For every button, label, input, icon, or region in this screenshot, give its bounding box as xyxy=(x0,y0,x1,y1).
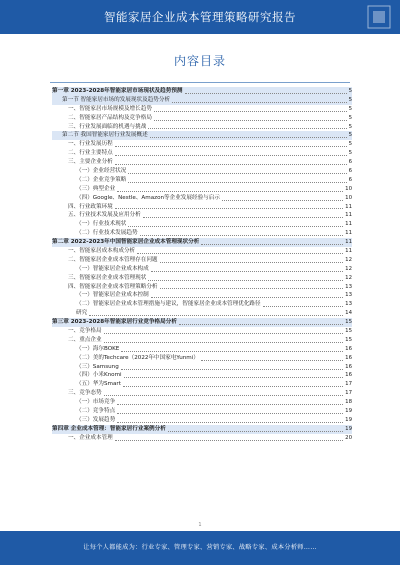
toc-leader-dots xyxy=(117,413,343,414)
toc-entry[interactable] xyxy=(52,185,352,194)
toc-entry-text: （三）发展趋势 xyxy=(76,416,116,423)
toc-entry[interactable] xyxy=(52,167,352,176)
toc-entry-page: 15 xyxy=(345,319,352,326)
toc-entry-page: 11 xyxy=(345,239,352,246)
toc-entry-text: 一、竞争格局 xyxy=(68,328,102,335)
toc-entry[interactable] xyxy=(52,203,352,212)
toc-entry-page: 5 xyxy=(348,150,352,157)
toc-leader-dots xyxy=(143,217,343,218)
toc-entry[interactable] xyxy=(52,291,352,300)
toc-entry-text: 四、智能家居企业成本管理策略分析 xyxy=(68,283,158,290)
toc-leader-dots xyxy=(201,360,343,361)
toc-leader-dots xyxy=(179,324,343,325)
toc-entry-page: 16 xyxy=(345,354,352,361)
toc-entry-page: 5 xyxy=(348,141,352,148)
toc-entry-text: 二、行业主要特点 xyxy=(68,150,113,157)
toc-entry-page: 13 xyxy=(345,301,352,308)
toc-entry-text: （二）企业竞争策略 xyxy=(76,176,127,183)
toc-leader-dots xyxy=(89,315,343,316)
toc-entry-text: （四）小米Knomi xyxy=(76,372,122,379)
toc-entry-text: 三、竞争态势 xyxy=(68,390,102,397)
toc-entry-text: 一、智能家居成本构成分析 xyxy=(68,248,136,255)
toc-entry-page: 11 xyxy=(345,221,352,228)
toc-entry-text: 三、主要企业分析 xyxy=(68,159,113,166)
toc-entry[interactable] xyxy=(52,211,352,220)
toc-entry[interactable] xyxy=(52,229,352,238)
toc-leader-dots xyxy=(104,395,344,396)
toc-entry-page: 16 xyxy=(345,363,352,370)
toc-entry-text: （二）智能家居企业成本管理措施与建议，智能家居企业成本管理优化路径 xyxy=(76,301,261,308)
toc-entry[interactable] xyxy=(52,380,352,389)
toc-entry-text: 第一章 2023-2028年智能家居市场现状及趋势预测 xyxy=(52,87,183,94)
toc-entry-page: 5 xyxy=(348,132,352,139)
toc-entry[interactable] xyxy=(52,389,352,398)
toc-entry-text: （一）海尔BOKE xyxy=(76,345,120,352)
toc-entry-text: （一）市场竞争 xyxy=(76,399,116,406)
toc-entry-page: 5 xyxy=(348,105,352,112)
toc-entry[interactable] xyxy=(52,220,352,229)
toc-entry-text: 第二章 2022-2023年中国智能家居企业成本管理现状分析 xyxy=(52,239,200,246)
toc-entry[interactable] xyxy=(52,194,352,203)
toc-entry-page: 11 xyxy=(345,203,352,210)
toc-entry-text: （三）Samsung xyxy=(76,363,119,370)
toc-entry-text: 研究 xyxy=(76,310,88,317)
toc-entry[interactable] xyxy=(52,140,352,149)
toc-leader-dots xyxy=(128,226,343,227)
toc-entry-text: 二、重点企业 xyxy=(68,336,102,343)
toc-entry[interactable] xyxy=(52,425,352,434)
toc-leader-dots xyxy=(151,297,343,298)
toc-leader-dots xyxy=(137,253,343,254)
toc-leader-dots xyxy=(148,280,343,281)
toc-entry[interactable] xyxy=(52,131,352,140)
toc-entry[interactable] xyxy=(52,398,352,407)
toc-leader-dots xyxy=(117,191,343,192)
toc-entry[interactable] xyxy=(52,114,352,123)
toc-entry-text: （五）华为Smart xyxy=(76,381,121,388)
toc-entry-text: （四）Google、Nestle、Amazon等企业发展经验与启示 xyxy=(76,194,220,201)
toc-leader-dots xyxy=(115,208,343,209)
toc-entry-text: 四、行业政策环境 xyxy=(68,203,113,210)
toc-entry[interactable] xyxy=(52,158,352,167)
toc-entry[interactable] xyxy=(52,336,352,345)
toc-entry-page: 6 xyxy=(348,168,352,174)
toc-entry-page: 19 xyxy=(345,408,352,415)
toc-leader-dots xyxy=(154,120,347,121)
toc-entry-page: 12 xyxy=(345,256,352,263)
toc-entry-page: 6 xyxy=(348,159,352,166)
toc-leader-dots xyxy=(117,422,343,423)
toc-leader-dots xyxy=(124,377,344,378)
toc-entry-text: 三、行业发展面临的机遇与挑战 xyxy=(68,123,147,130)
toc-entry-text: （一）企业经营状况 xyxy=(76,168,127,174)
toc-entry[interactable] xyxy=(52,274,352,283)
toc-leader-dots xyxy=(117,404,343,405)
toc-leader-dots xyxy=(185,93,347,94)
toc-entry-page: 12 xyxy=(345,265,352,272)
toc-leader-dots xyxy=(201,244,343,245)
toc-entry-text: 一、行业发展历程 xyxy=(68,141,113,148)
toc-leader-dots xyxy=(115,146,347,147)
toc-entry-text: （三）典型企业 xyxy=(76,185,116,192)
toc-entry-text: （一）智能家居企业成本构成 xyxy=(76,265,149,272)
toc-entry[interactable] xyxy=(52,87,352,96)
toc-leader-dots xyxy=(104,342,344,343)
toc-entry-text: 二、智能家居企业成本管理存在问题 xyxy=(68,256,158,263)
toc-entry-page: 5 xyxy=(348,114,352,121)
toc-entry[interactable] xyxy=(52,105,352,114)
toc-entry[interactable] xyxy=(52,176,352,185)
toc-entry[interactable] xyxy=(52,318,352,327)
page-number: 1 xyxy=(198,522,202,528)
toc-entry-text: 一、智能家居市场规模及增长趋势 xyxy=(68,105,152,112)
toc-leader-dots xyxy=(151,271,343,272)
toc-entry-page: 20 xyxy=(345,434,352,441)
toc-leader-dots xyxy=(123,386,343,387)
toc-entry-page: 16 xyxy=(345,372,352,379)
toc-entry-text: 三、智能家居企业成本管理现状 xyxy=(68,274,147,281)
toc-leader-dots xyxy=(121,351,343,352)
toc-entry[interactable] xyxy=(52,247,352,256)
toc-entry-text: 第三章 2023-2028年智能家居行业竞争格局分析 xyxy=(52,319,177,326)
toc-leader-dots xyxy=(172,102,347,103)
toc-entry[interactable] xyxy=(52,416,352,425)
toc-entry-text: 二、智能家居产品结构及竞争格局 xyxy=(68,114,152,121)
toc-leader-dots xyxy=(160,288,344,289)
toc-entry[interactable] xyxy=(52,309,352,318)
toc-entry-page: 5 xyxy=(348,123,352,130)
toc-entry[interactable] xyxy=(52,363,352,372)
toc-entry-page: 5 xyxy=(348,96,352,103)
toc-entry[interactable] xyxy=(52,283,352,292)
toc-entry-page: 17 xyxy=(345,390,352,397)
toc-entry-page: 5 xyxy=(348,87,352,94)
toc-leader-dots xyxy=(115,164,347,165)
toc-entry[interactable] xyxy=(52,372,352,381)
toc-leader-dots xyxy=(154,111,347,112)
toc-entry-page: 16 xyxy=(345,345,352,352)
toc-entry-text: （二）竞争特点 xyxy=(76,408,116,415)
table-of-contents xyxy=(52,87,352,443)
toc-entry[interactable] xyxy=(52,265,352,274)
toc-leader-dots xyxy=(168,431,343,432)
toc-leader-dots xyxy=(148,128,346,129)
toc-leader-dots xyxy=(150,137,347,138)
toc-leader-dots xyxy=(128,173,346,174)
toc-entry-page: 12 xyxy=(345,274,352,281)
toc-leader-dots xyxy=(222,200,343,201)
toc-entry-text: 第一节 智能家居市场的发展现状及趋势分析 xyxy=(62,96,171,103)
toc-entry-page: 11 xyxy=(345,212,352,219)
toc-entry-text: （一）行业技术现状 xyxy=(76,221,127,228)
toc-entry-page: 13 xyxy=(345,283,352,290)
toc-entry-page: 13 xyxy=(345,292,352,299)
toc-entry-text: 第二节 我国智能家居行业发展概述 xyxy=(62,132,148,139)
toc-entry-page: 6 xyxy=(348,176,352,183)
toc-entry-page: 10 xyxy=(345,185,352,192)
toc-entry-page: 17 xyxy=(345,381,352,388)
toc-divider xyxy=(50,82,350,83)
toc-entry-text: 五、行业技术发展及应用分析 xyxy=(68,212,141,219)
toc-entry-page: 11 xyxy=(345,230,352,237)
toc-title: 内容目录 xyxy=(173,54,226,68)
toc-leader-dots xyxy=(160,262,344,263)
toc-entry-page: 19 xyxy=(345,425,352,432)
toc-entry[interactable] xyxy=(52,354,352,363)
toc-leader-dots xyxy=(115,155,347,156)
toc-entry-page: 10 xyxy=(345,194,352,201)
toc-entry-page: 15 xyxy=(345,336,352,343)
toc-entry[interactable] xyxy=(52,327,352,336)
toc-entry[interactable] xyxy=(52,238,352,247)
toc-entry[interactable] xyxy=(52,123,352,132)
toc-entry[interactable] xyxy=(52,256,352,265)
toc-entry[interactable] xyxy=(52,300,352,309)
footer-slogan: 让每个人都能成为：行业专家、管理专家、营销专家、战略专家、成本分析师…… xyxy=(83,544,317,551)
toc-entry-text: （二）美的Techcare（2022年中国家电Yunmi） xyxy=(76,354,199,361)
toc-entry-text: 一、企业成本管理 xyxy=(68,434,113,441)
toc-leader-dots xyxy=(140,235,344,236)
toc-entry-page: 19 xyxy=(345,416,352,423)
toc-leader-dots xyxy=(121,369,343,370)
toc-entry[interactable] xyxy=(52,407,352,416)
toc-entry[interactable] xyxy=(52,149,352,158)
toc-entry[interactable] xyxy=(52,434,352,443)
report-title: 智能家居企业成本管理策略研究报告 xyxy=(104,10,296,24)
toc-entry-page: 11 xyxy=(345,248,352,255)
toc-entry[interactable] xyxy=(52,345,352,354)
toc-entry[interactable] xyxy=(52,96,352,105)
toc-entry-page: 14 xyxy=(345,310,352,317)
toc-entry-page: 15 xyxy=(345,328,352,335)
toc-leader-dots xyxy=(263,306,344,307)
toc-entry-text: （二）行业技术发展趋势 xyxy=(76,230,138,237)
toc-entry-text: 第四章 企业成本管理：智能家居行业案例分析 xyxy=(52,425,166,432)
toc-leader-dots xyxy=(128,182,346,183)
toc-entry-page: 18 xyxy=(345,399,352,406)
toc-entry-text: （一）智能家居企业成本控制 xyxy=(76,292,149,299)
toc-leader-dots xyxy=(115,440,343,441)
toc-leader-dots xyxy=(104,333,344,334)
